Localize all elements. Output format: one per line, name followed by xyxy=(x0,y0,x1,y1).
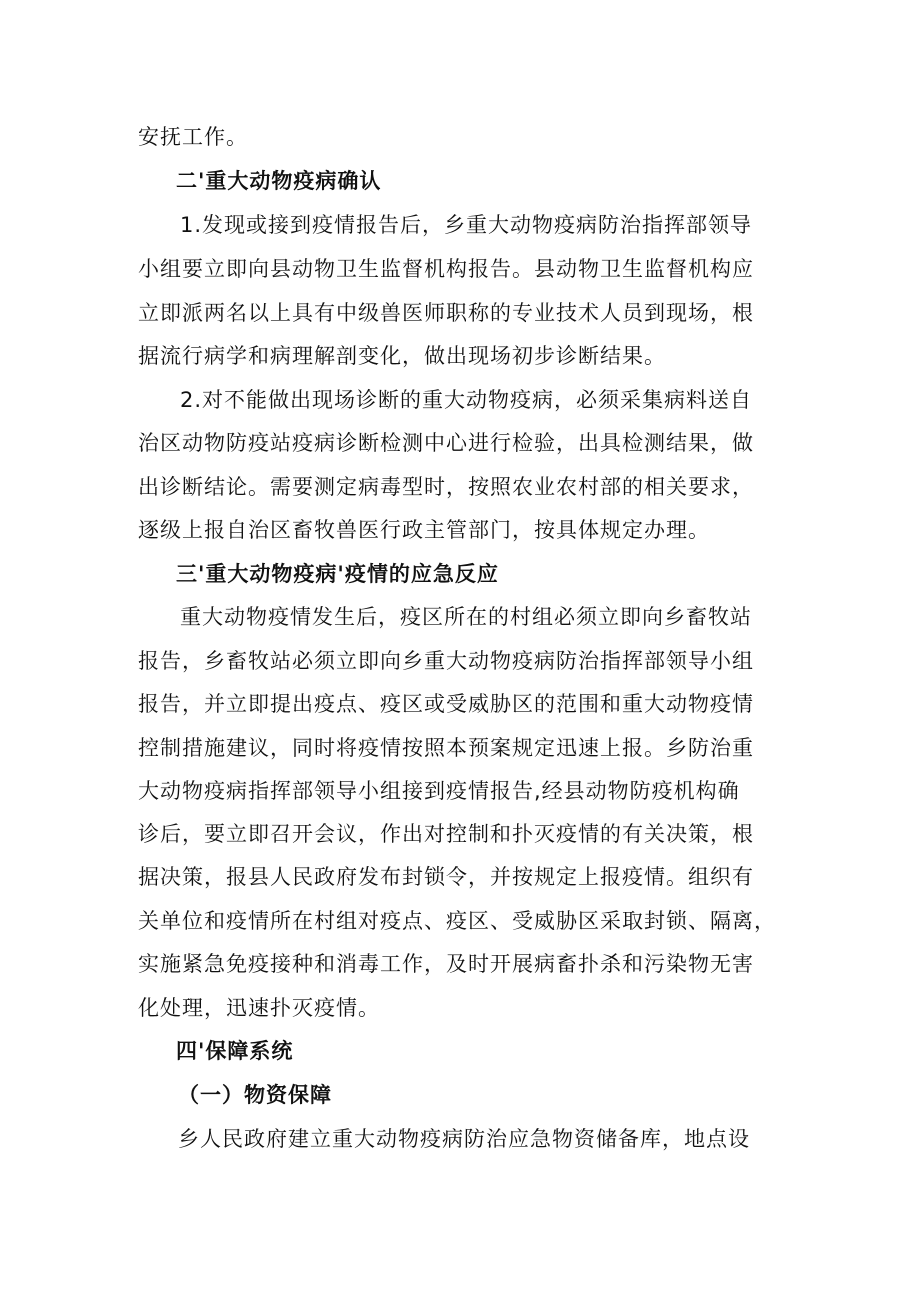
paragraph-line: 出诊断结论。需要测定病毒型时，按照农业农村部的相关要求， xyxy=(138,475,754,499)
paragraph-line: 治区动物防疫站疫病诊断检测中心进行检验，出具检测结果，做 xyxy=(138,431,754,455)
paragraph-line: 报告，乡畜牧站必须立即向乡重大动物疫病防治指挥部领导小组 xyxy=(138,649,754,673)
paragraph-line: 实施紧急免疫接种和消毒工作，及时开展病畜扑杀和污染物无害 xyxy=(138,952,754,976)
section-heading: 三'重大动物疫病'疫情的应急反应 xyxy=(176,562,499,586)
paragraph-line: 乡人民政府建立重大动物疫病防治应急物资储备库，地点设 xyxy=(178,1127,750,1151)
section-heading: 二'重大动物疫病确认 xyxy=(176,169,382,193)
paragraph-line: 重大动物疫情发生后，疫区所在的村组必须立即向乡畜牧站 xyxy=(180,605,752,629)
paragraph-line: 小组要立即向县动物卫生监督机构报告。县动物卫生监督机构应 xyxy=(138,257,754,281)
subsection-heading: （一）物资保障 xyxy=(178,1083,332,1107)
section-heading: 四'保障系统 xyxy=(176,1039,294,1063)
paragraph-line: 关单位和疫情所在村组对疫点、疫区、受威胁区采取封锁、隔离， xyxy=(138,909,776,933)
paragraph-line: 据流行病学和病理解剖变化，做出现场初步诊断结果。 xyxy=(138,344,666,368)
paragraph-line: 2.对不能做出现场诊断的重大动物疫病，必须采集病料送自 xyxy=(180,388,753,412)
paragraph-line: 化处理，迅速扑灭疫情。 xyxy=(138,996,380,1020)
paragraph-line: 控制措施建议，同时将疫情按照本预案规定迅速上报。乡防治重 xyxy=(138,736,754,760)
paragraph-line: 大动物疫病指挥部领导小组接到疫情报告,经县动物防疫机构确 xyxy=(138,779,740,803)
paragraph-line: 据决策，报县人民政府发布封锁令，并按规定上报疫情。组织有 xyxy=(138,865,754,889)
paragraph-line: 1.发现或接到疫情报告后，乡重大动物疫病防治指挥部领导 xyxy=(180,213,753,237)
paragraph-line: 安抚工作。 xyxy=(138,125,248,149)
paragraph-line: 报告，并立即提出疫点、疫区或受威胁区的范围和重大动物疫情 xyxy=(138,692,754,716)
paragraph-line: 立即派两名以上具有中级兽医师职称的专业技术人员到现场，根 xyxy=(138,301,754,325)
paragraph-line: 诊后，要立即召开会议，作出对控制和扑灭疫情的有关决策，根 xyxy=(138,822,754,846)
paragraph-line: 逐级上报自治区畜牧兽医行政主管部门，按具体规定办理。 xyxy=(138,518,710,542)
